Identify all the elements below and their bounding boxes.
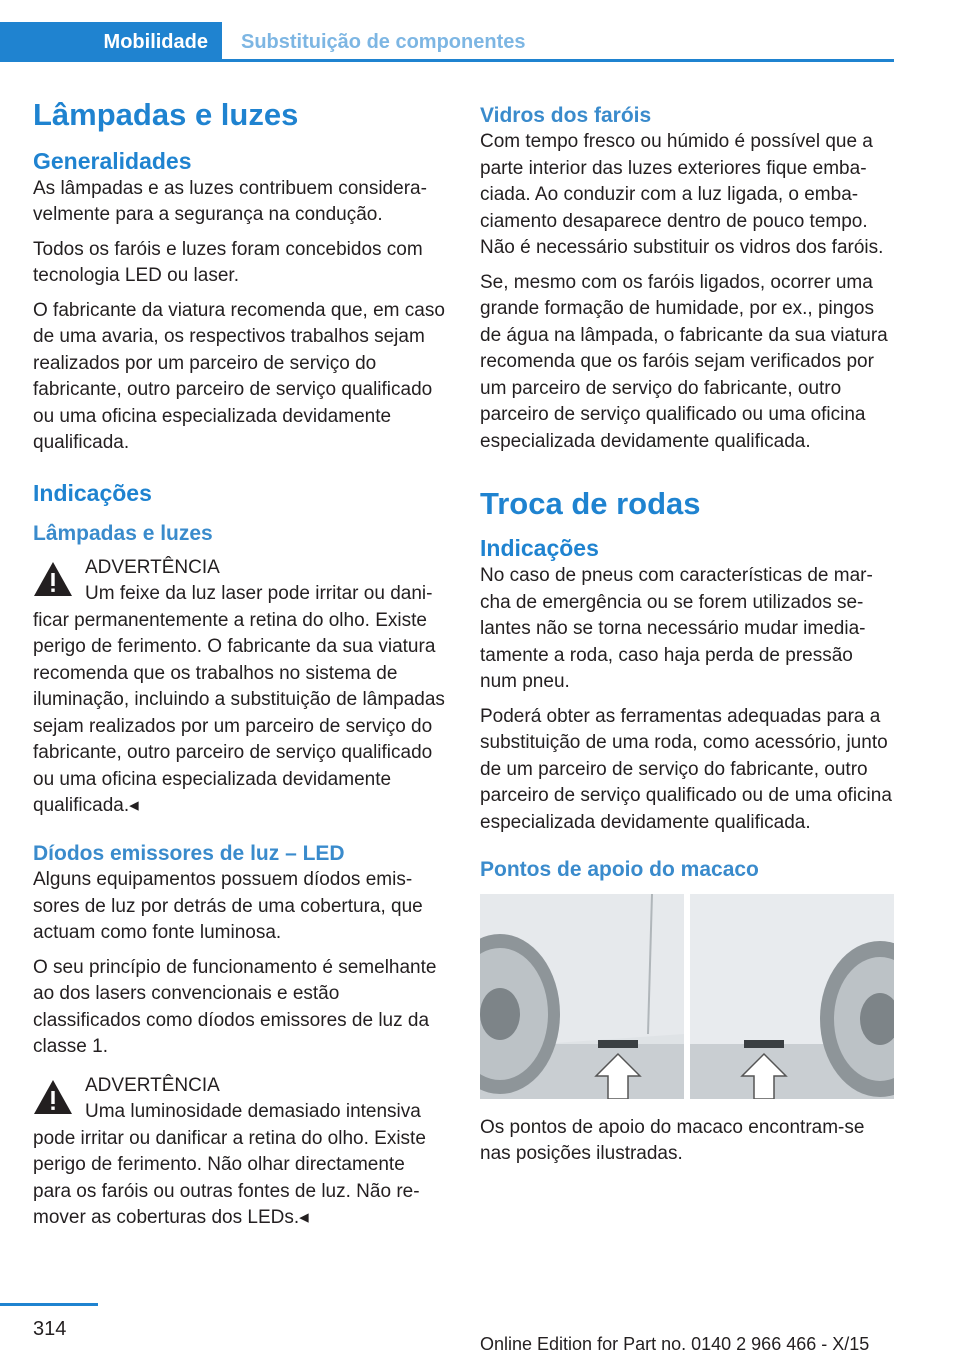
footer-rule (0, 1303, 98, 1306)
paragraph: Alguns equipamentos possuem díodos emissores de luz por detrás de uma cobertura, que actuam como fonte luminosa. (33, 869, 423, 944)
left-column (33, 96, 448, 1240)
paragraph: O fabricante da viatura recomenda que, em caso de uma avaria, os respectivos trabalhos sejam realizados por um parceiro de serviço do fabricante, outro parceiro de serviço qualificado ou uma oficina especializada devidamente qualificada. (33, 299, 445, 454)
warning-text: Uma luminosidade demasiado intensiva pode irritar ou danificar a retina do olho. Existe perigo de ferimento. Não olhar directamente para os faróis ou outras fontes de luz. Não remover as coberturas dos LEDs.◂ (33, 1101, 426, 1229)
paragraph: Com tempo fresco ou húmido é possível que a parte interior das luzes exteriores fique embaciada. Ao conduzir com a luz ligada, o embaciamento desaparece dentro de pouco tempo. Não é necessário substituir os vidros dos faróis. (480, 131, 884, 259)
paragraph: Poderá obter as ferramentas adequadas para a substituição de uma roda, como acessório, junto de um parceiro de serviço do fabricante, outro parceiro de serviço qualificado ou de uma oficina especializada devidamente qualificada. (480, 705, 892, 833)
jack-points-photo (480, 894, 895, 1099)
paragraph: O seu princípio de funcionamento é semelhante ao dos lasers convencionais e estão classificados como díodos emissores de luz da classe 1. (33, 956, 437, 1058)
page-number: 314 (33, 1318, 67, 1340)
heading-indications: Indicações (33, 479, 152, 506)
car-front-jack-point-image (480, 894, 684, 1099)
heading-headlight-glass: Vidros dos faróis (480, 104, 652, 127)
heading-wheel-change: Troca de rodas (480, 486, 701, 522)
paragraph: Todos os faróis e luzes foram concebidos com tecnologia LED ou laser. (33, 238, 423, 287)
warning-triangle-icon (33, 1079, 73, 1115)
paragraph: Se, mesmo com os faróis ligados, ocorrer uma grande formação de humidade, por ex., pingos de água na lâmpada, o fabricante da sua viatura recomenda que os faróis sejam verificados por um parceiro de serviço do fabricante, outro parceiro de serviço qualificado ou uma oficina especializada devidamente qualificada. (480, 271, 888, 452)
heading-led: Díodos emissores de luz – LED (33, 841, 345, 865)
warning-title: ADVERTÊNCIA (85, 556, 220, 578)
header-rule (222, 59, 894, 62)
heading-general: Generalidades (33, 148, 192, 175)
warning-title: ADVERTÊNCIA (85, 1074, 220, 1096)
warning-triangle-icon (33, 561, 73, 597)
paragraph: No caso de pneus com características de marcha de emergência ou se forem utilizados selantes não se torna necessário mudar imediatamente a roda, caso haja perda de pressão num pneu. (480, 565, 873, 693)
footer-edition: Online Edition for Part no. 0140 2 966 466 - X/15 (480, 1334, 870, 1354)
heading-indications: Indicações (480, 535, 599, 562)
warning-block-led (33, 1073, 448, 1232)
header-subsection-label: Substituição de componentes (241, 31, 526, 53)
paragraph: As lâmpadas e as luzes contribuem consideravelmente para a segurança na condução. (33, 177, 427, 226)
page-title: Lâmpadas e luzes (33, 97, 299, 132)
header-section-tab (0, 22, 222, 62)
warning-text: Um feixe da luz laser pode irritar ou danificar permanentemente a retina do olho. Existe perigo de ferimento. O fabricante da sua viatura recomenda que os trabalhos no sistema de iluminação, incluindo a substituição de lâmpadas sejam realizados por um parceiro de serviço do fabricante, outro parceiro de serviço qualificado ou uma oficina especializada devidamente qualificada.◂ (33, 583, 445, 817)
warning-block-laser (33, 555, 448, 820)
photo-caption: Os pontos de apoio do macaco encontram-se nas posições ilustradas. (480, 1116, 865, 1165)
header-section-label: Mobilidade (103, 31, 208, 53)
right-column (480, 102, 895, 1176)
car-rear-jack-point-image (690, 894, 894, 1099)
heading-jack-points: Pontos de apoio do macaco (480, 858, 759, 882)
heading-lamps: Lâmpadas e luzes (33, 521, 213, 545)
